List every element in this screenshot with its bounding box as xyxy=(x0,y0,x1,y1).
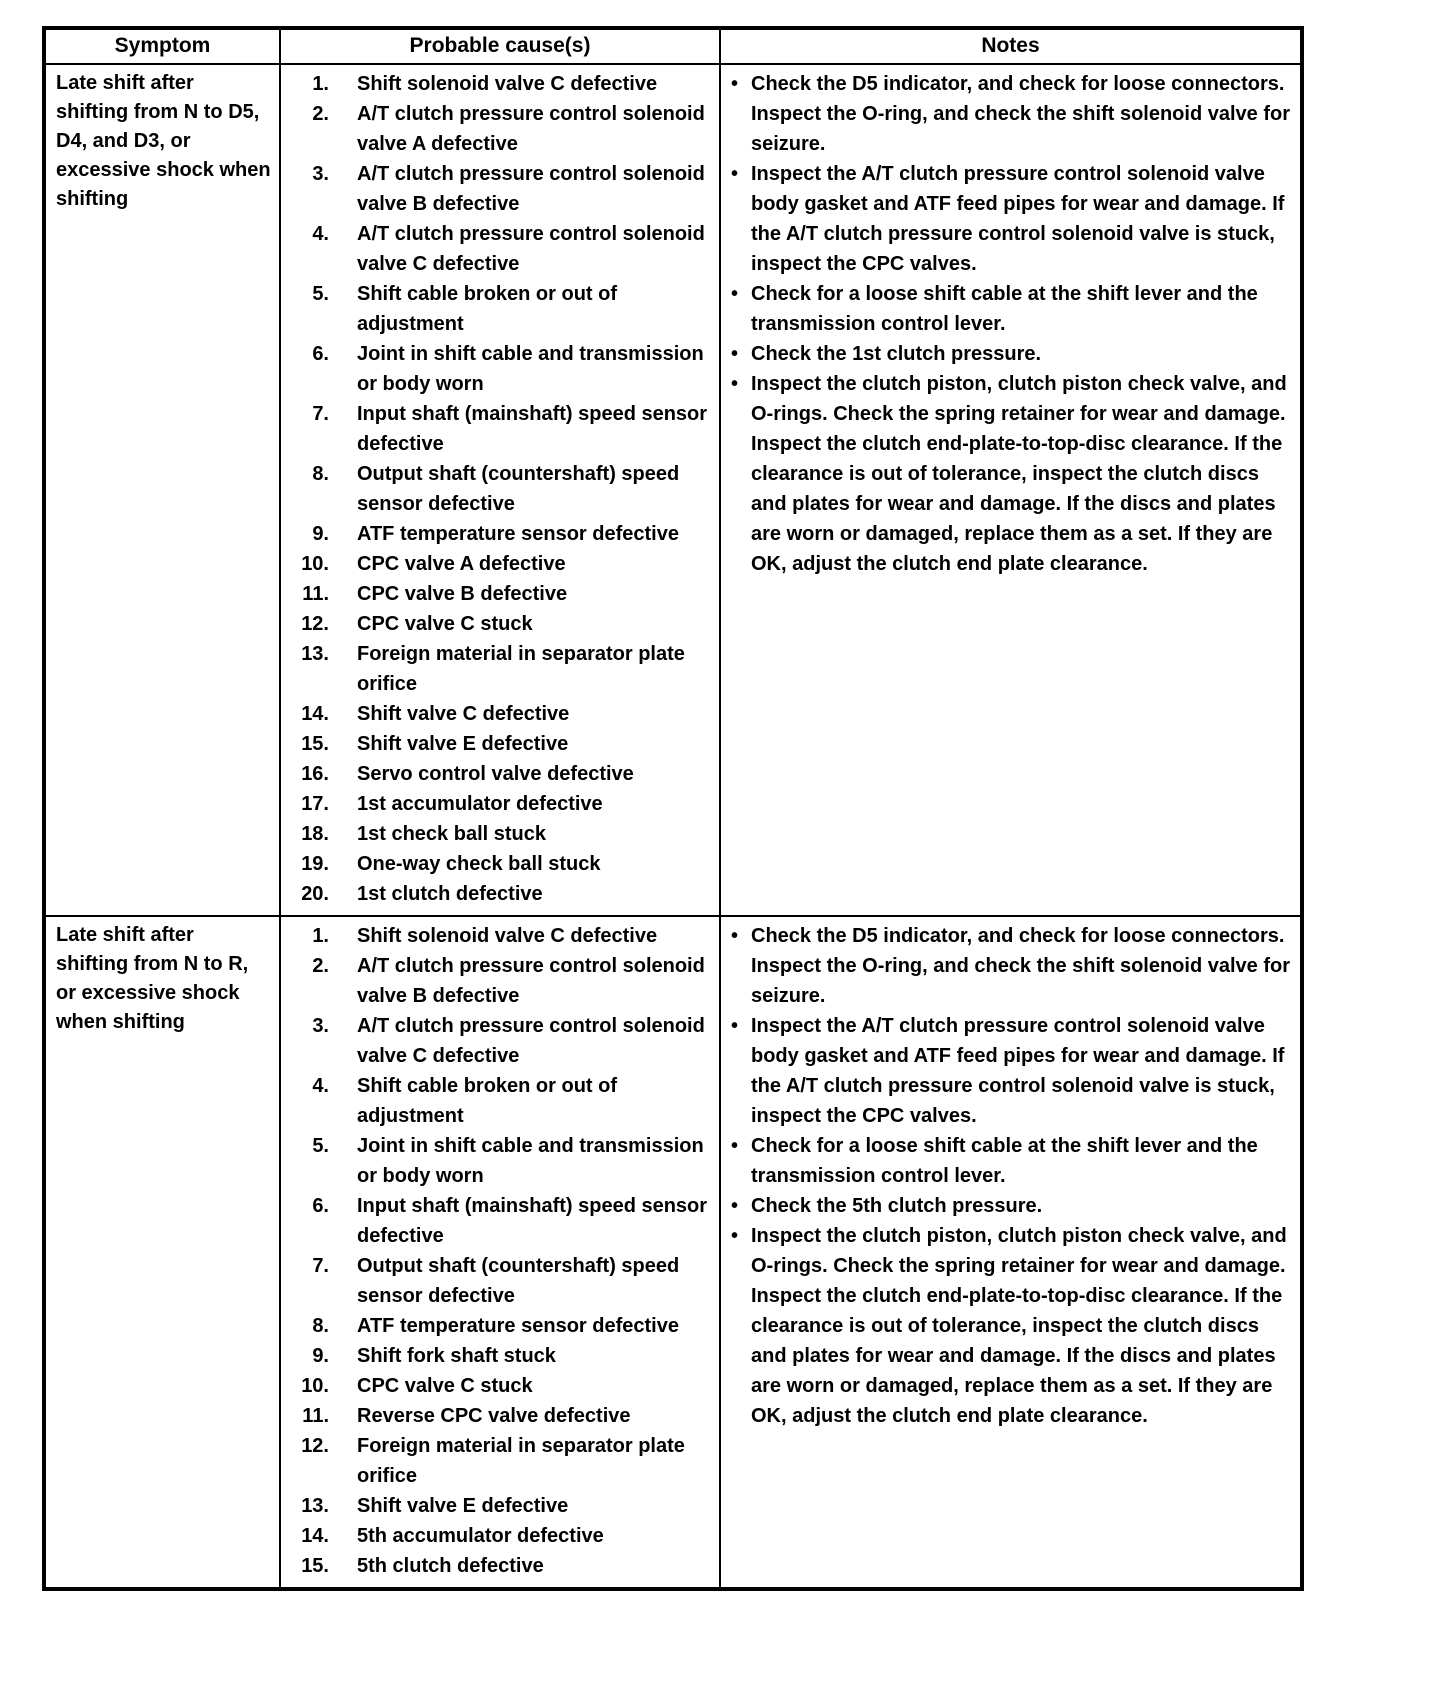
cause-number: 2. xyxy=(312,103,329,126)
note-item xyxy=(731,1131,1292,1191)
bullet-icon: • xyxy=(731,73,739,96)
causes-cell xyxy=(280,64,720,916)
cause-item xyxy=(287,1011,713,1071)
cause-number: 20. xyxy=(301,883,329,906)
cause-number: 3. xyxy=(312,1015,329,1038)
troubleshooting-table xyxy=(42,26,1304,1591)
note-text: Inspect the A/T clutch pressure control solenoid valve body gasket and ATF feed pipes for wear and damage. If the A/T clutch pressure control solenoid valve is stuck, inspect the CPC valves. xyxy=(751,1015,1285,1128)
cause-item xyxy=(287,819,713,849)
cause-item xyxy=(287,1071,713,1131)
cause-text: ATF temperature sensor defective xyxy=(357,1315,679,1338)
table-row xyxy=(44,916,1302,1589)
cause-item xyxy=(287,69,713,99)
cause-number: 12. xyxy=(301,1435,329,1458)
cause-item xyxy=(287,1491,713,1521)
header-notes: Notes xyxy=(720,28,1302,64)
cause-text: Foreign material in separator plate orifice xyxy=(357,1435,685,1488)
note-item xyxy=(731,1221,1292,1431)
causes-cell xyxy=(280,916,720,1589)
cause-number: 8. xyxy=(312,1315,329,1338)
note-item xyxy=(731,1191,1292,1221)
note-item xyxy=(731,369,1292,579)
note-text: Check the D5 indicator, and check for loose connectors. Inspect the O-ring, and check the shift solenoid valve for seizure. xyxy=(751,73,1290,156)
cause-item xyxy=(287,849,713,879)
note-text: Inspect the A/T clutch pressure control solenoid valve body gasket and ATF feed pipes for wear and damage. If the A/T clutch pressure control solenoid valve is stuck, inspect the CPC valves. xyxy=(751,163,1285,276)
cause-text: A/T clutch pressure control solenoid valve C defective xyxy=(357,223,705,276)
bullet-icon: • xyxy=(731,163,739,186)
cause-number: 4. xyxy=(312,1075,329,1098)
note-list xyxy=(731,921,1292,1431)
cause-number: 11. xyxy=(302,1405,329,1428)
note-item xyxy=(731,159,1292,279)
cause-number: 19. xyxy=(301,853,329,876)
notes-cell xyxy=(720,64,1302,916)
cause-number: 11. xyxy=(302,583,329,606)
cause-number: 7. xyxy=(312,403,329,426)
note-item xyxy=(731,69,1292,159)
cause-text: Shift cable broken or out of adjustment xyxy=(357,1075,618,1128)
cause-item xyxy=(287,339,713,399)
cause-list xyxy=(287,69,713,909)
cause-item xyxy=(287,519,713,549)
cause-text: A/T clutch pressure control solenoid valve A defective xyxy=(357,103,705,156)
cause-text: A/T clutch pressure control solenoid valve B defective xyxy=(357,163,705,216)
cause-item xyxy=(287,879,713,909)
cause-number: 10. xyxy=(301,1375,329,1398)
cause-text: Reverse CPC valve defective xyxy=(357,1405,631,1428)
header-causes: Probable cause(s) xyxy=(280,28,720,64)
cause-text: 5th clutch defective xyxy=(357,1555,544,1578)
header-symptom: Symptom xyxy=(44,28,280,64)
cause-item xyxy=(287,1311,713,1341)
cause-item xyxy=(287,1191,713,1251)
cause-text: Shift valve E defective xyxy=(357,733,569,756)
cause-item xyxy=(287,279,713,339)
cause-text: Shift cable broken or out of adjustment xyxy=(357,283,618,336)
cause-text: 5th accumulator defective xyxy=(357,1525,604,1548)
cause-number: 9. xyxy=(312,523,329,546)
cause-text: Shift valve E defective xyxy=(357,1495,569,1518)
bullet-icon: • xyxy=(731,1225,739,1248)
cause-number: 6. xyxy=(312,1195,329,1218)
cause-item xyxy=(287,609,713,639)
cause-text: 1st clutch defective xyxy=(357,883,543,906)
cause-number: 5. xyxy=(312,283,329,306)
cause-number: 6. xyxy=(312,343,329,366)
cause-text: Servo control valve defective xyxy=(357,763,634,786)
symptom-text: Late shift after shifting from N to R, or excessive shock when shifting xyxy=(56,924,249,1034)
table-row xyxy=(44,64,1302,916)
cause-number: 15. xyxy=(301,733,329,756)
note-text: Check for a loose shift cable at the shift lever and the transmission control lever. xyxy=(751,1135,1258,1188)
cause-number: 14. xyxy=(301,703,329,726)
cause-text: Input shaft (mainshaft) speed sensor defective xyxy=(357,403,708,456)
cause-number: 9. xyxy=(312,1345,329,1368)
cause-item xyxy=(287,699,713,729)
note-text: Check for a loose shift cable at the shift lever and the transmission control lever. xyxy=(751,283,1258,336)
cause-text: Shift valve C defective xyxy=(357,703,570,726)
cause-item xyxy=(287,1521,713,1551)
notes-cell xyxy=(720,916,1302,1589)
cause-text: Joint in shift cable and transmission or body worn xyxy=(357,343,704,396)
cause-item xyxy=(287,1401,713,1431)
cause-number: 15. xyxy=(301,1555,329,1578)
note-text: Check the 1st clutch pressure. xyxy=(751,343,1042,366)
cause-item xyxy=(287,1551,713,1581)
cause-number: 3. xyxy=(312,163,329,186)
cause-text: ATF temperature sensor defective xyxy=(357,523,679,546)
note-item xyxy=(731,339,1292,369)
cause-list xyxy=(287,921,713,1581)
cause-text: Input shaft (mainshaft) speed sensor defective xyxy=(357,1195,708,1248)
cause-text: CPC valve C stuck xyxy=(357,1375,533,1398)
cause-number: 1. xyxy=(312,73,329,96)
table-body xyxy=(44,64,1302,1589)
cause-number: 5. xyxy=(312,1135,329,1158)
cause-item xyxy=(287,1131,713,1191)
bullet-icon: • xyxy=(731,1195,739,1218)
cause-number: 10. xyxy=(301,553,329,576)
cause-number: 7. xyxy=(312,1255,329,1278)
cause-text: CPC valve B defective xyxy=(357,583,568,606)
cause-number: 16. xyxy=(301,763,329,786)
cause-text: Shift fork shaft stuck xyxy=(357,1345,556,1368)
note-text: Inspect the clutch piston, clutch piston check valve, and O-rings. Check the spring retainer for wear and damage. Inspect the clutch end-plate-to-top-disc clearance. If the clearance is out of tolerance, inspect the clutch discs and plates for wear and damage. If the discs and plates are worn or damaged, replace them as a set. If they are OK, adjust the clutch end plate clearance. xyxy=(751,373,1287,576)
cause-item xyxy=(287,1371,713,1401)
cause-number: 17. xyxy=(301,793,329,816)
cause-text: 1st check ball stuck xyxy=(357,823,546,846)
note-text: Inspect the clutch piston, clutch piston check valve, and O-rings. Check the spring retainer for wear and damage. Inspect the clutch end-plate-to-top-disc clearance. If the clearance is out of tolerance, inspect the clutch discs and plates for wear and damage. If the discs and plates are worn or damaged, replace them as a set. If they are OK, adjust the clutch end plate clearance. xyxy=(751,1225,1287,1428)
cause-number: 13. xyxy=(301,643,329,666)
cause-item xyxy=(287,789,713,819)
cause-item xyxy=(287,951,713,1011)
symptom-text: Late shift after shifting from N to D5, D4, and D3, or excessive shock when shifting xyxy=(56,72,271,211)
cause-text: One-way check ball stuck xyxy=(357,853,601,876)
cause-item xyxy=(287,759,713,789)
cause-text: 1st accumulator defective xyxy=(357,793,603,816)
cause-number: 13. xyxy=(301,1495,329,1518)
cause-item xyxy=(287,1341,713,1371)
bullet-icon: • xyxy=(731,1015,739,1038)
cause-item xyxy=(287,1251,713,1311)
cause-item xyxy=(287,99,713,159)
note-item xyxy=(731,1011,1292,1131)
table-header xyxy=(44,28,1302,64)
symptom-cell xyxy=(44,64,280,916)
cause-item xyxy=(287,159,713,219)
cause-item xyxy=(287,729,713,759)
cause-item xyxy=(287,399,713,459)
cause-text: A/T clutch pressure control solenoid valve B defective xyxy=(357,955,705,1008)
cause-text: Output shaft (countershaft) speed sensor defective xyxy=(357,1255,680,1308)
cause-number: 18. xyxy=(301,823,329,846)
cause-text: Joint in shift cable and transmission or body worn xyxy=(357,1135,704,1188)
bullet-icon: • xyxy=(731,373,739,396)
cause-item xyxy=(287,549,713,579)
bullet-icon: • xyxy=(731,925,739,948)
cause-text: Output shaft (countershaft) speed sensor defective xyxy=(357,463,680,516)
bullet-icon: • xyxy=(731,343,739,366)
cause-item xyxy=(287,1431,713,1491)
note-item xyxy=(731,921,1292,1011)
cause-text: Shift solenoid valve C defective xyxy=(357,925,658,948)
cause-item xyxy=(287,459,713,519)
cause-text: Shift solenoid valve C defective xyxy=(357,73,658,96)
note-text: Check the D5 indicator, and check for loose connectors. Inspect the O-ring, and check the shift solenoid valve for seizure. xyxy=(751,925,1290,1008)
cause-item xyxy=(287,639,713,699)
header-row xyxy=(44,28,1302,64)
cause-number: 14. xyxy=(301,1525,329,1548)
cause-text: Foreign material in separator plate orifice xyxy=(357,643,685,696)
cause-item xyxy=(287,579,713,609)
cause-number: 8. xyxy=(312,463,329,486)
cause-number: 4. xyxy=(312,223,329,246)
note-item xyxy=(731,279,1292,339)
cause-number: 12. xyxy=(301,613,329,636)
bullet-icon: • xyxy=(731,1135,739,1158)
cause-text: A/T clutch pressure control solenoid valve C defective xyxy=(357,1015,705,1068)
cause-item xyxy=(287,921,713,951)
symptom-cell xyxy=(44,916,280,1589)
cause-number: 2. xyxy=(312,955,329,978)
cause-text: CPC valve A defective xyxy=(357,553,566,576)
cause-text: CPC valve C stuck xyxy=(357,613,533,636)
cause-item xyxy=(287,219,713,279)
bullet-icon: • xyxy=(731,283,739,306)
note-text: Check the 5th clutch pressure. xyxy=(751,1195,1043,1218)
cause-number: 1. xyxy=(312,925,329,948)
note-list xyxy=(731,69,1292,579)
